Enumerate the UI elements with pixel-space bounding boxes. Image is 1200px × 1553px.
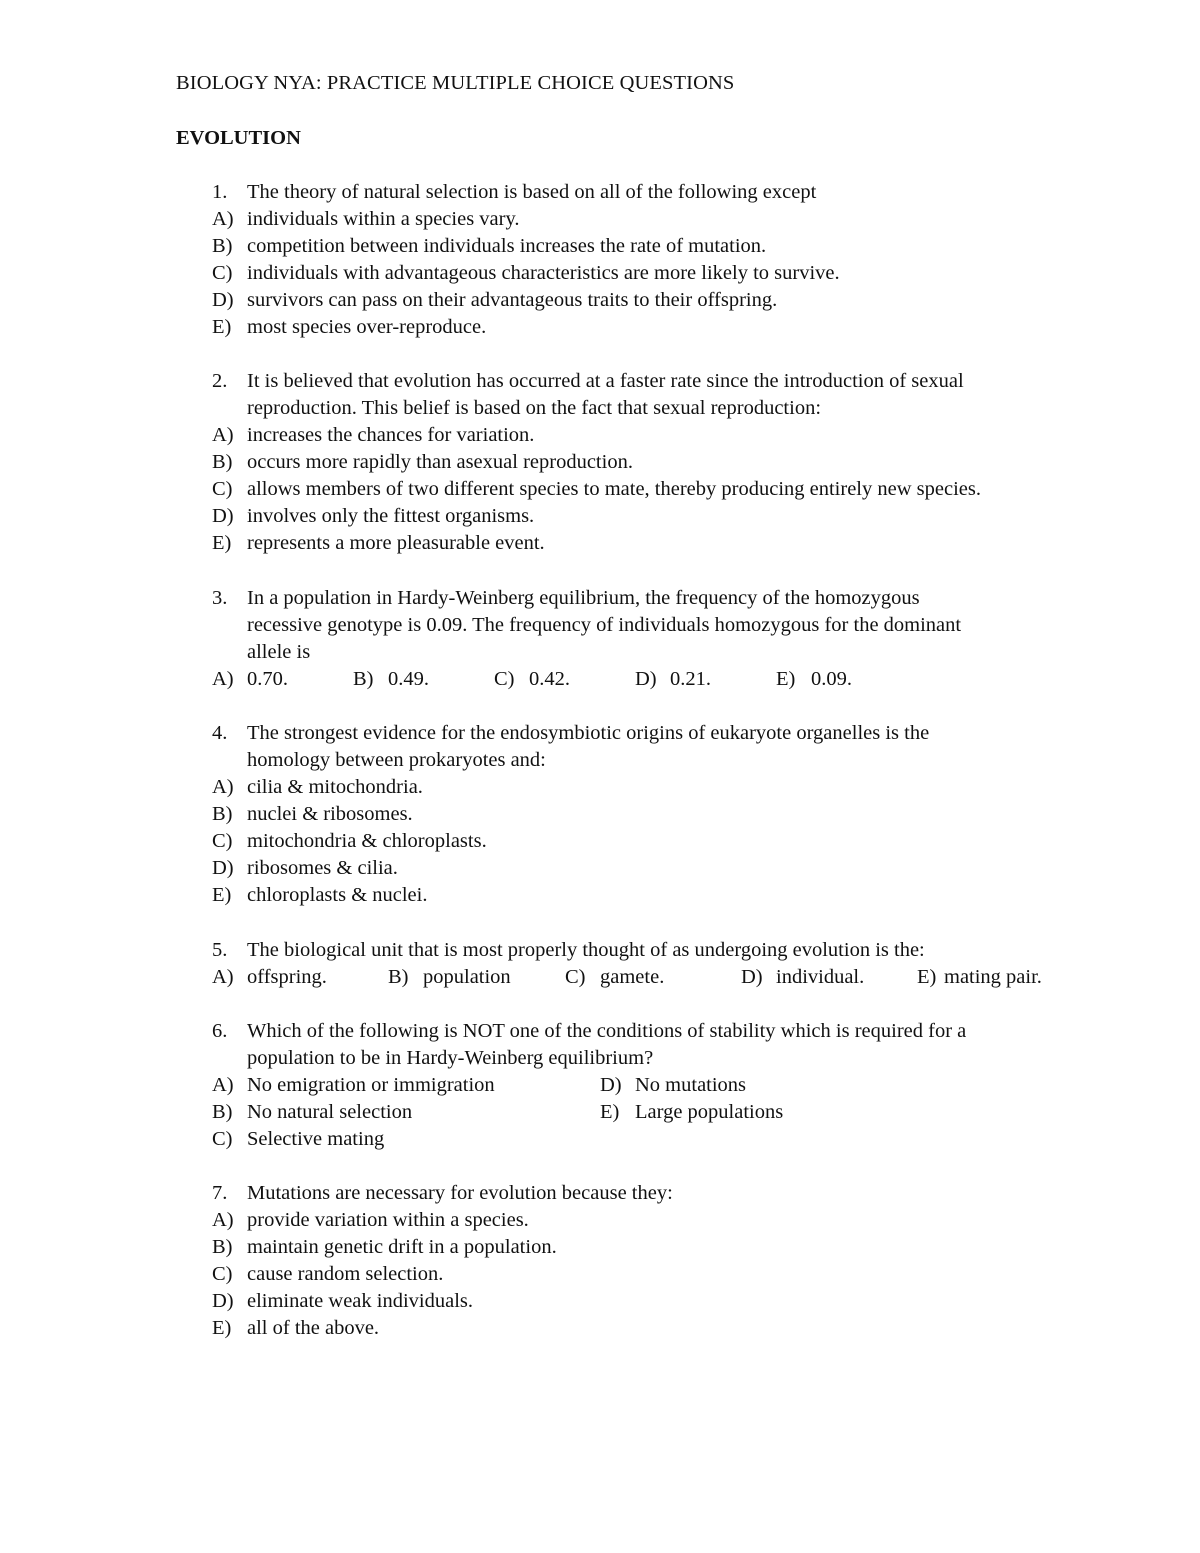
option-letter: B) xyxy=(212,803,233,825)
options-row xyxy=(0,1072,1200,1099)
question-stem: In a population in Hardy-Weinberg equilibrium, the frequency of the homozygous xyxy=(247,587,920,609)
option-a xyxy=(212,666,288,693)
option-letter: B) xyxy=(388,966,409,988)
option-b xyxy=(388,964,511,991)
options-row xyxy=(0,1126,1200,1153)
option-text: occurs more rapidly than asexual reproduction. xyxy=(247,451,633,473)
option-e xyxy=(0,530,1200,557)
option-c xyxy=(494,666,570,693)
option-letter: E) xyxy=(212,532,232,554)
option-text: increases the chances for variation. xyxy=(247,424,535,446)
option-text: individuals within a species vary. xyxy=(247,208,520,230)
option-text: all of the above. xyxy=(247,1317,380,1339)
question-number: 3. xyxy=(212,587,228,609)
option-d xyxy=(0,1288,1200,1315)
option-c xyxy=(0,260,1200,287)
option-letter: C) xyxy=(212,830,233,852)
question-number: 4. xyxy=(212,722,228,744)
option-a xyxy=(0,774,1200,801)
option-letter: B) xyxy=(212,1236,233,1258)
option-letter: A) xyxy=(212,424,234,446)
option-text: population xyxy=(423,966,511,988)
question-6 xyxy=(0,1018,1200,1153)
option-text: 0.09. xyxy=(811,668,852,690)
option-letter: E) xyxy=(917,966,937,988)
option-letter: D) xyxy=(635,668,657,690)
question-number: 6. xyxy=(212,1020,228,1042)
option-d xyxy=(0,855,1200,882)
option-text: cilia & mitochondria. xyxy=(247,776,423,798)
option-letter: D) xyxy=(212,289,234,311)
option-d xyxy=(635,666,711,693)
option-text: 0.49. xyxy=(388,668,429,690)
option-letter: A) xyxy=(212,668,234,690)
option-text: provide variation within a species. xyxy=(247,1209,529,1231)
option-letter: D) xyxy=(212,1290,234,1312)
option-text: most species over-reproduce. xyxy=(247,316,487,338)
question-7 xyxy=(0,1180,1200,1342)
option-letter: C) xyxy=(565,966,586,988)
option-letter: C) xyxy=(212,478,233,500)
option-e xyxy=(917,964,1042,991)
option-letter: E) xyxy=(212,316,232,338)
option-text: 0.42. xyxy=(529,668,570,690)
question-stem: allele is xyxy=(247,641,311,663)
option-text: nuclei & ribosomes. xyxy=(247,803,413,825)
question-stem: The strongest evidence for the endosymbiotic origins of eukaryote organelles is the xyxy=(247,722,930,744)
option-a xyxy=(212,964,327,991)
option-e xyxy=(776,666,852,693)
option-text: Large populations xyxy=(635,1101,784,1123)
option-letter: B) xyxy=(353,668,374,690)
option-text: competition between individuals increases the rate of mutation. xyxy=(247,235,767,257)
option-c xyxy=(0,1261,1200,1288)
option-text: 0.70. xyxy=(247,668,288,690)
option-letter: D) xyxy=(212,505,234,527)
option-a xyxy=(212,1072,495,1099)
question-number: 5. xyxy=(212,939,228,961)
options-row xyxy=(0,1099,1200,1126)
option-e xyxy=(0,1315,1200,1342)
option-e xyxy=(0,882,1200,909)
question-stem: homology between prokaryotes and: xyxy=(247,749,546,771)
option-b xyxy=(0,449,1200,476)
option-text: represents a more pleasurable event. xyxy=(247,532,545,554)
question-stem: The biological unit that is most properly thought of as undergoing evolution is the: xyxy=(247,939,925,961)
option-text: offspring. xyxy=(247,966,327,988)
option-letter: C) xyxy=(212,1263,233,1285)
option-c xyxy=(565,964,664,991)
question-3 xyxy=(0,585,1200,693)
option-c xyxy=(0,828,1200,855)
question-1 xyxy=(0,179,1200,341)
option-letter: A) xyxy=(212,776,234,798)
option-e xyxy=(600,1099,783,1126)
option-text: No emigration or immigration xyxy=(247,1074,495,1096)
option-letter: C) xyxy=(494,668,515,690)
option-letter: A) xyxy=(212,966,234,988)
question-number: 7. xyxy=(212,1182,228,1204)
option-text: survivors can pass on their advantageous traits to their offspring. xyxy=(247,289,778,311)
inline-options xyxy=(0,964,1200,991)
option-letter: A) xyxy=(212,1209,234,1231)
option-text: eliminate weak individuals. xyxy=(247,1290,474,1312)
question-2 xyxy=(0,368,1200,557)
option-text: cause random selection. xyxy=(247,1263,444,1285)
question-stem: Which of the following is NOT one of the conditions of stability which is required for a xyxy=(247,1020,967,1042)
option-text: gamete. xyxy=(600,966,665,988)
option-text: chloroplasts & nuclei. xyxy=(247,884,428,906)
option-letter: E) xyxy=(212,884,232,906)
question-stem: recessive genotype is 0.09. The frequency of individuals homozygous for the dominant xyxy=(247,614,962,636)
option-text: No natural selection xyxy=(247,1101,413,1123)
option-text: No mutations xyxy=(635,1074,747,1096)
option-d xyxy=(600,1072,746,1099)
option-a xyxy=(0,422,1200,449)
option-text: allows members of two different species to mate, thereby producing entirely new species. xyxy=(247,478,981,500)
option-text: ribosomes & cilia. xyxy=(247,857,398,879)
option-letter: D) xyxy=(600,1074,622,1096)
option-c xyxy=(212,1126,384,1153)
option-text: individual. xyxy=(776,966,865,988)
option-text: Selective mating xyxy=(247,1128,385,1150)
option-letter: E) xyxy=(212,1317,232,1339)
option-letter: A) xyxy=(212,208,234,230)
option-b xyxy=(0,1234,1200,1261)
option-b xyxy=(0,801,1200,828)
section-heading: EVOLUTION xyxy=(176,127,301,149)
option-d xyxy=(741,964,864,991)
question-5 xyxy=(0,937,1200,991)
option-e xyxy=(0,314,1200,341)
option-letter: D) xyxy=(212,857,234,879)
option-text: maintain genetic drift in a population. xyxy=(247,1236,557,1258)
option-b xyxy=(212,1099,412,1126)
option-letter: B) xyxy=(212,1101,233,1123)
option-letter: D) xyxy=(741,966,763,988)
option-text: mitochondria & chloroplasts. xyxy=(247,830,487,852)
question-number: 1. xyxy=(212,181,228,203)
option-letter: A) xyxy=(212,1074,234,1096)
option-letter: E) xyxy=(776,668,796,690)
option-d xyxy=(0,503,1200,530)
option-letter: C) xyxy=(212,262,233,284)
question-number: 2. xyxy=(212,370,228,392)
option-letter: C) xyxy=(212,1128,233,1150)
option-b xyxy=(0,233,1200,260)
question-stem: reproduction. This belief is based on the fact that sexual reproduction: xyxy=(247,397,822,419)
option-a xyxy=(0,1207,1200,1234)
option-c xyxy=(0,476,1200,503)
question-4 xyxy=(0,720,1200,909)
option-text: 0.21. xyxy=(670,668,711,690)
option-text: individuals with advantageous characteristics are more likely to survive. xyxy=(247,262,840,284)
question-stem: population to be in Hardy-Weinberg equilibrium? xyxy=(247,1047,654,1069)
question-stem: It is believed that evolution has occurred at a faster rate since the introduction of sexual xyxy=(247,370,964,392)
option-letter: B) xyxy=(212,235,233,257)
option-d xyxy=(0,287,1200,314)
option-a xyxy=(0,206,1200,233)
option-b xyxy=(353,666,429,693)
question-stem: Mutations are necessary for evolution because they: xyxy=(247,1182,673,1204)
option-letter: E) xyxy=(600,1101,620,1123)
document-title: BIOLOGY NYA: PRACTICE MULTIPLE CHOICE QUESTIONS xyxy=(176,72,735,94)
option-letter: B) xyxy=(212,451,233,473)
inline-options xyxy=(0,666,1200,693)
option-text: mating pair. xyxy=(944,966,1042,988)
question-stem: The theory of natural selection is based on all of the following except xyxy=(247,181,817,203)
option-text: involves only the fittest organisms. xyxy=(247,505,535,527)
